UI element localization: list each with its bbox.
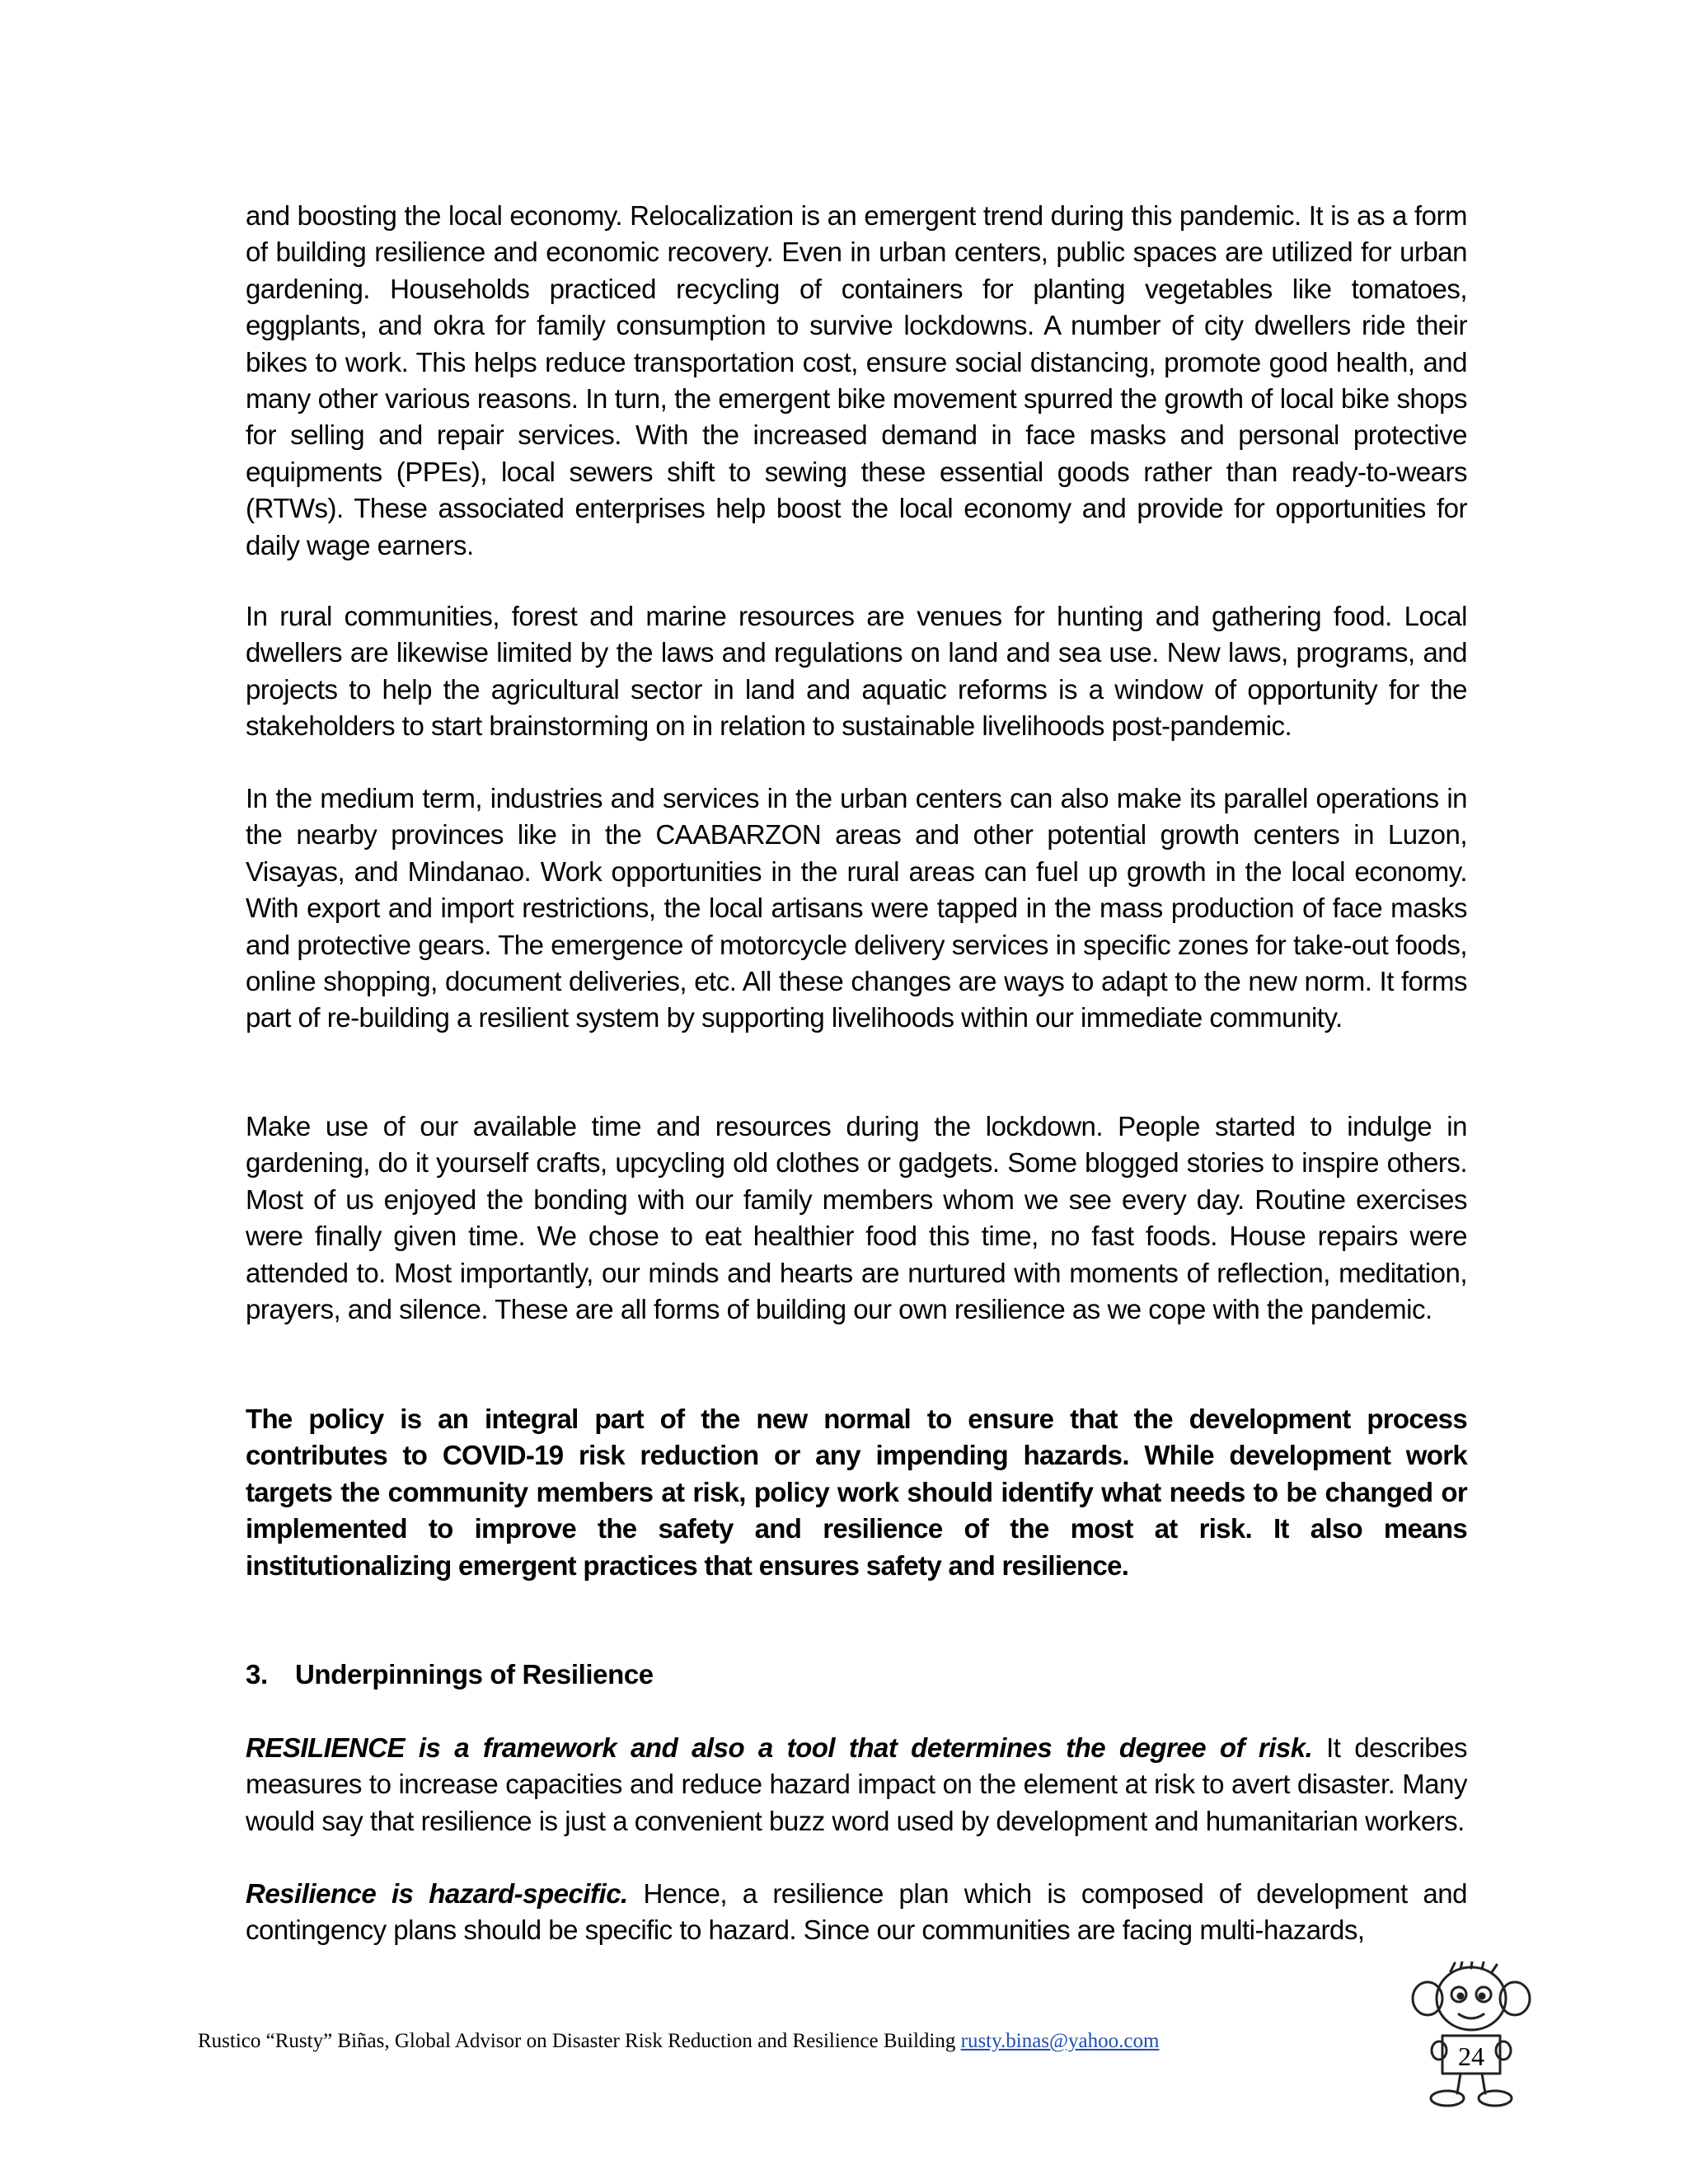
paragraph-relocalization	[246, 198, 1467, 564]
body-phrase: It describes measures to increase capacities and reduce hazard impact on the element at risk to avert disaster. Many would say that resilience is just a convenient buzz word used by development and humanitarian workers.	[246, 1732, 1467, 1836]
paragraph-text: In the medium term, industries and services in the urban centers can also make its parallel operations in the nearby provinces like in the CAABARZON areas and other potential growth centers in Luzon, Visayas, and Mindanao. Work opportunities in the rural areas can fuel up growth in the local economy. With export and import restrictions, the local artisans were tapped in the mass production of face masks and protective gears. The emergence of motorcycle delivery services in specific zones for take-out foods, online shopping, document deliveries, etc. All these changes are ways to adapt to the new norm. It forms part of re-building a resilient system by supporting livelihoods within our immediate community.	[246, 783, 1467, 1033]
mascot-page-icon	[1409, 1961, 1533, 2110]
section-number: 3.	[246, 1659, 268, 1690]
paragraph-text	[246, 1876, 1467, 1949]
lead-phrase: Resilience is hazard-specific.	[246, 1878, 628, 1909]
section-title: Underpinnings of Resilience	[295, 1659, 654, 1690]
paragraph-policy	[246, 1401, 1467, 1584]
lead-phrase: RESILIENCE is a framework and also a tool that determines the degree of risk.	[246, 1732, 1313, 1763]
paragraph-medium-term	[246, 780, 1467, 1037]
section-heading	[246, 1657, 654, 1693]
paragraph-hazard-specific	[246, 1876, 1467, 1949]
body-phrase: Hence, a resilience plan which is composed of development and contingency plans should be specific to hazard. Since our communities are facing multi-hazards,	[246, 1878, 1467, 1946]
paragraph-text: In rural communities, forest and marine resources are venues for hunting and gathering food. Local dwellers are likewise limited by the laws and regulations on land and sea use. New laws, programs, and projects to help the agricultural sector in land and aquatic reforms is a window of opportunity for the stakeholders to start brainstorming on in relation to sustainable livelihoods post-pandemic.	[246, 601, 1467, 742]
paragraph-text: and boosting the local economy. Relocalization is an emergent trend during this pandemic. It is as a form of building resilience and economic recovery. Even in urban centers, public spaces are utilized for urban gardening. Households practiced recycling of containers for planting vegetables like tomatoes, eggplants, and okra for family consumption to survive lockdowns. A number of city dwellers ride their bikes to work. This helps reduce transportation cost, ensure social distancing, promote good health, and many other various reasons. In turn, the emergent bike movement spurred the growth of local bike shops for selling and repair services. With the increased demand in face masks and personal protective equipments (PPEs), local sewers shift to sewing these essential goods rather than ready-to-wears (RTWs). These associated enterprises help boost the local economy and provide for opportunities for daily wage earners.	[246, 200, 1467, 560]
paragraph-text: Make use of our available time and resources during the lockdown. People started to indulge in gardening, do it yourself crafts, upcycling old clothes or gadgets. Some blogged stories to inspire others. Most of us enjoyed the bonding with our family members whom we see every day. Routine exercises were finally given time. We chose to eat healthier food this time, no fast foods. House repairs were attended to. Most importantly, our minds and hearts are nurtured with moments of reflection, meditation, prayers, and silence. These are all forms of building our own resilience as we cope with the pandemic.	[246, 1111, 1467, 1325]
paragraph-resilience-framework	[246, 1730, 1467, 1840]
page-number: 24	[1458, 2041, 1484, 2071]
paragraph-text: The policy is an integral part of the new normal to ensure that the development process contributes to COVID-19 risk reduction or any impending hazards. While development work targets the community members at risk, policy work should identify what needs to be changed or implemented to improve the safety and resilience of the most at risk. It also means institutionalizing emergent practices that ensures safety and resilience.	[246, 1404, 1467, 1581]
footer-author: Rustico “Rusty” Biñas, Global Advisor on Disaster Risk Reduction and Resilience Building	[198, 2030, 961, 2052]
paragraph-rural	[246, 598, 1467, 745]
paragraph-text	[246, 1730, 1467, 1840]
page-footer	[198, 2030, 1159, 2053]
footer-email-link[interactable]: rusty.binas@yahoo.com	[960, 2030, 1160, 2052]
paragraph-lockdown	[246, 1108, 1467, 1328]
